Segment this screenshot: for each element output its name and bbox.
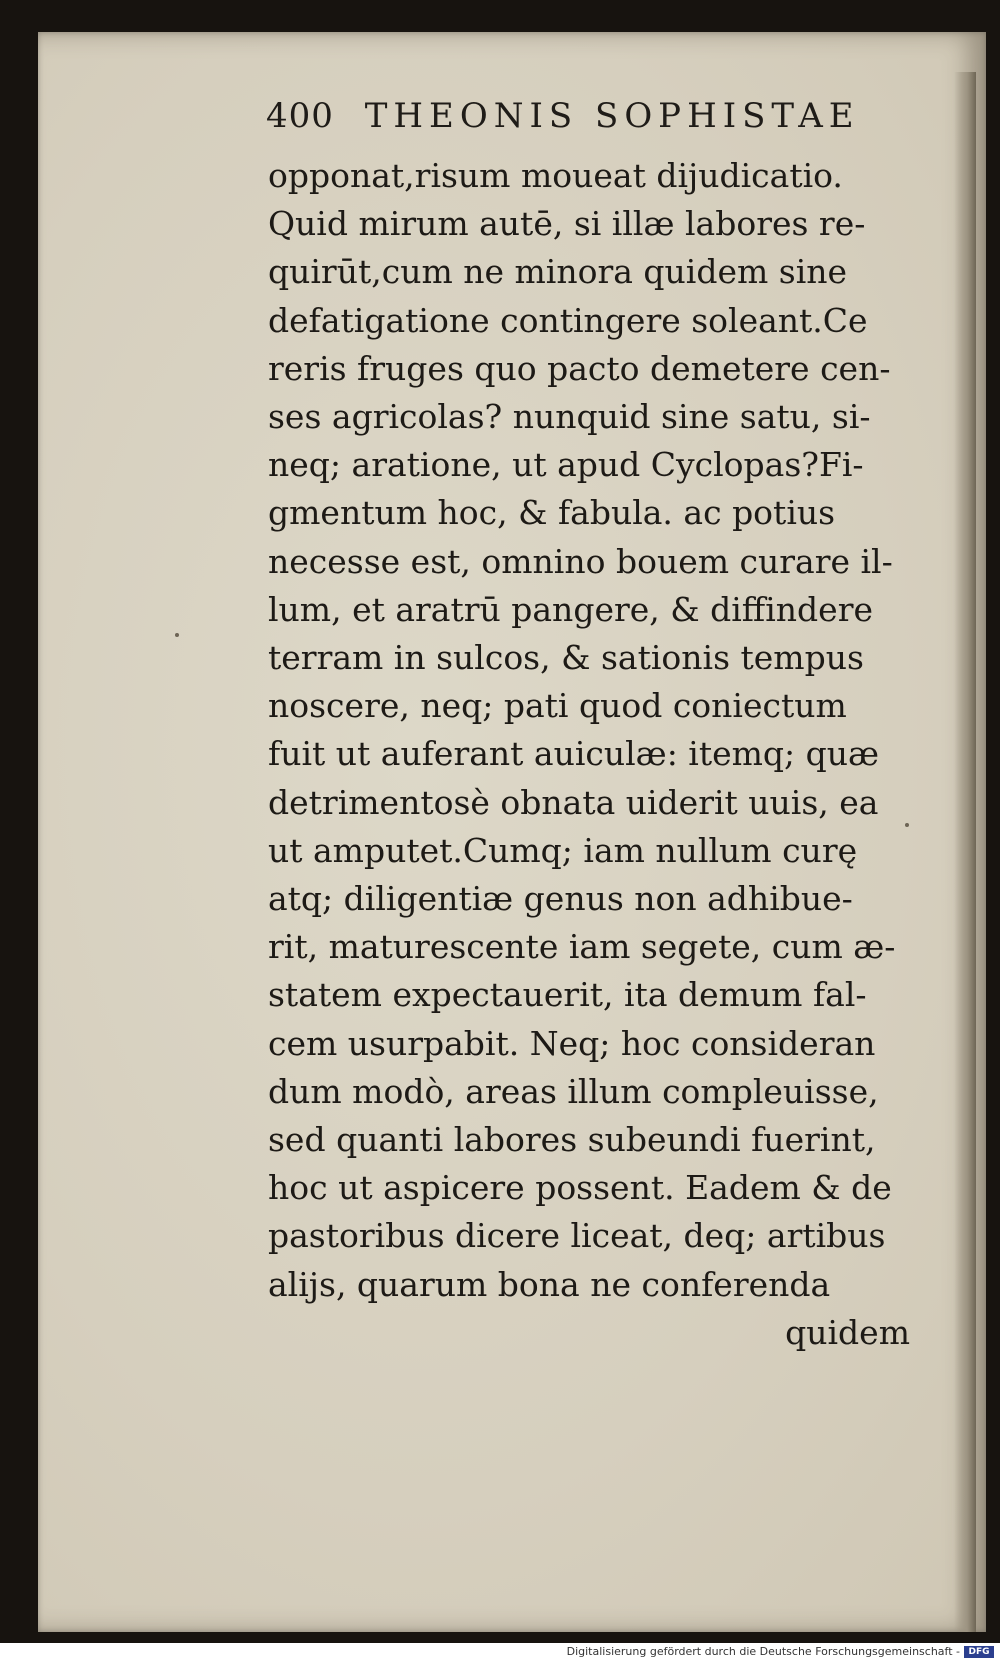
text-line: detrimentosè obnata uiderit uuis, ea (268, 782, 879, 822)
text-line: pastoribus dicere liceat, deq; artibus (268, 1216, 886, 1256)
text-line: ut amputet.Cumq; iam nullum curę (268, 830, 858, 870)
text-line: noscere, neq; pati quod coniectum (268, 686, 847, 726)
text-line: statem expectauerit, ita demum fal- (268, 975, 867, 1015)
page-edge-shadow (954, 72, 976, 1632)
running-title: THEONIS SOPHISTAE (364, 96, 860, 136)
text-line: neq; aratione, ut apud Cyclopas?Fi- (268, 445, 864, 485)
text-line: rit, maturescente iam segete, cum æ- (268, 927, 896, 967)
text-line: fuit ut auferant auiculæ: itemq; quæ (268, 734, 880, 774)
text-line: atq; diligentiæ genus non adhibue- (268, 879, 853, 919)
text-line: necesse est, omnino bouem curare il- (268, 541, 893, 581)
text-line: ses agricolas? nunquid sine satu, si- (268, 397, 871, 437)
text-line: lum, et aratrū pangere, & diffindere (268, 589, 874, 629)
text-line: reris fruges quo pacto demetere cen- (268, 348, 891, 388)
text-line: terram in sulcos, & sationis tempus (268, 638, 864, 678)
catchword: quidem (785, 1312, 910, 1352)
text-line: alijs, quarum bona ne conferenda (268, 1264, 831, 1304)
text-line: sed quanti labores subeundi fuerint, (268, 1120, 876, 1160)
text-line: cem usurpabit. Neq; hoc consideran (268, 1023, 876, 1063)
text-line: Quid mirum autē, si illæ labores re- (268, 204, 866, 244)
paper-speck (175, 633, 179, 637)
page-number: 400 (266, 96, 334, 136)
footer-bar (0, 1643, 1000, 1661)
text-line: hoc ut aspicere possent. Eadem & de (268, 1168, 892, 1208)
running-head (266, 96, 906, 146)
body-text (268, 152, 918, 1357)
text-line: opponat,risum moueat dijudicatio. (268, 156, 843, 195)
text-line: quirūt,cum ne minora quidem sine (268, 252, 848, 292)
text-line: gmentum hoc, & fabula. ac potius (268, 493, 836, 533)
funding-credit: Digitalisierung gefördert durch die Deutsche Forschungsgemeinschaft - (566, 1645, 960, 1658)
dfg-logo-icon: DFG (964, 1646, 994, 1658)
text-line: defatigatione contingere soleant.Ce (268, 300, 868, 340)
text-line: dum modò, areas illum compleuisse, (268, 1071, 879, 1111)
